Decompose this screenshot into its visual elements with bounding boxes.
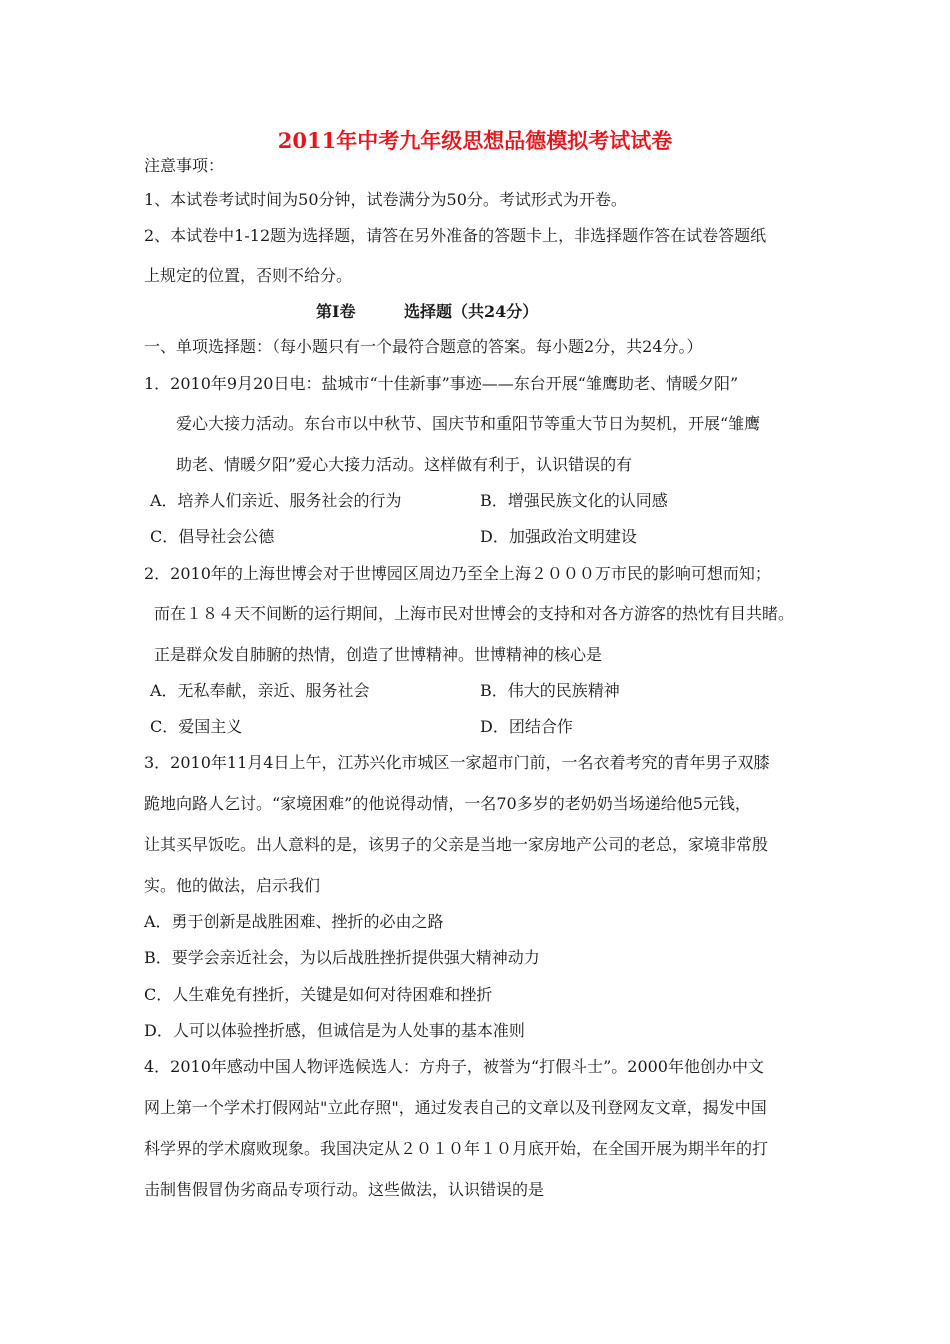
question-3-line-2: 跪地向路人乞讨。“家境困难”的他说得动情，一名70多岁的老奶奶当场递给他5元钱， (144, 794, 751, 813)
question-4-line-4: 击制售假冒伪劣商品专项行动。这些做法，认识错误的是 (144, 1180, 545, 1199)
question-3-option-c: C．人生难免有挫折，关键是如何对待困难和挫折 (144, 985, 493, 1004)
question-1-option-b: B．增强民族文化的认同感 (480, 491, 668, 510)
notice-item-2-line-1: 2、本试卷中1-12题为选择题，请答在另外准备的答题卡上，非选择题作答在试卷答题纸 (144, 226, 767, 245)
part-title: 选择题（共24分） (404, 302, 539, 321)
question-1-line-3: 助老、情暖夕阳”爱心大接力活动。这样做有利于，认识错误的有 (176, 455, 633, 474)
question-4-line-3: 科学界的学术腐败现象。我国决定从２０１０年１０月底开始，在全国开展为期半年的打 (144, 1139, 769, 1158)
question-3-option-b: B．要学会亲近社会，为以后战胜挫折提供强大精神动力 (144, 948, 540, 967)
question-1-option-d: D．加强政治文明建设 (480, 527, 637, 546)
question-2-option-c: C．爱国主义 (150, 717, 243, 736)
question-3-line-3: 让其买早饭吃。出人意料的是，该男子的父亲是当地一家房地产公司的老总，家境非常殷 (144, 835, 769, 854)
notice-heading: 注意事项： (144, 156, 225, 175)
notice-item-1: 1、本试卷考试时间为50分钟，试卷满分为50分。考试形式为开卷。 (144, 190, 627, 209)
question-1-option-a: A．培养人们亲近、服务社会的行为 (150, 491, 402, 510)
question-2-line-1: 2．2010年的上海世博会对于世博园区周边乃至全上海２０００万市民的影响可想而知； (144, 564, 771, 583)
question-2-line-2: 而在１８４天不间断的运行期间，上海市民对世博会的支持和对各方游客的热忱有目共睹。 (154, 604, 795, 623)
section-instruction: 一、单项选择题：（每小题只有一个最符合题意的答案。每小题2分，共24分。） (144, 337, 703, 356)
question-2-option-d: D．团结合作 (480, 717, 573, 736)
question-2-option-b: B．伟大的民族精神 (480, 681, 620, 700)
question-2-option-a: A．无私奉献，亲近、服务社会 (150, 681, 370, 700)
question-4-line-2: 网上第一个学术打假网站"立此存照"，通过发表自己的文章以及刊登网友文章，揭发中国 (144, 1098, 767, 1117)
question-3-option-d: D．人可以体验挫折感，但诚信是为人处事的基本准则 (144, 1021, 525, 1040)
question-2-line-3: 正是群众发自肺腑的热情，创造了世博精神。世博精神的核心是 (154, 645, 603, 664)
question-1-line-1: 1．2010年9月20日电：盐城市“十佳新事”事迹——东台开展“雏鹰助老、情暖夕阳” (144, 374, 739, 393)
question-3-line-4: 实。他的做法，启示我们 (144, 876, 321, 895)
question-4-line-1: 4．2010年感动中国人物评选候选人：方舟子，被誉为“打假斗士”。2000年他创办中文 (144, 1057, 764, 1076)
question-1-line-2: 爱心大接力活动。东台市以中秋节、国庆节和重阳节等重大节日为契机，开展“雏鹰 (176, 414, 761, 433)
exam-title: 2011年中考九年级思想品德模拟考试试卷 (277, 128, 673, 153)
question-1-option-c: C．倡导社会公德 (150, 527, 275, 546)
part-label: 第Ⅰ卷 (316, 302, 356, 321)
question-3-option-a: A．勇于创新是战胜困难、挫折的必由之路 (144, 912, 444, 931)
notice-item-2-line-2: 上规定的位置，否则不给分。 (144, 266, 353, 285)
question-3-line-1: 3．2010年11月4日上午，江苏兴化市城区一家超市门前，一名衣着考究的青年男子双膝 (144, 753, 770, 772)
